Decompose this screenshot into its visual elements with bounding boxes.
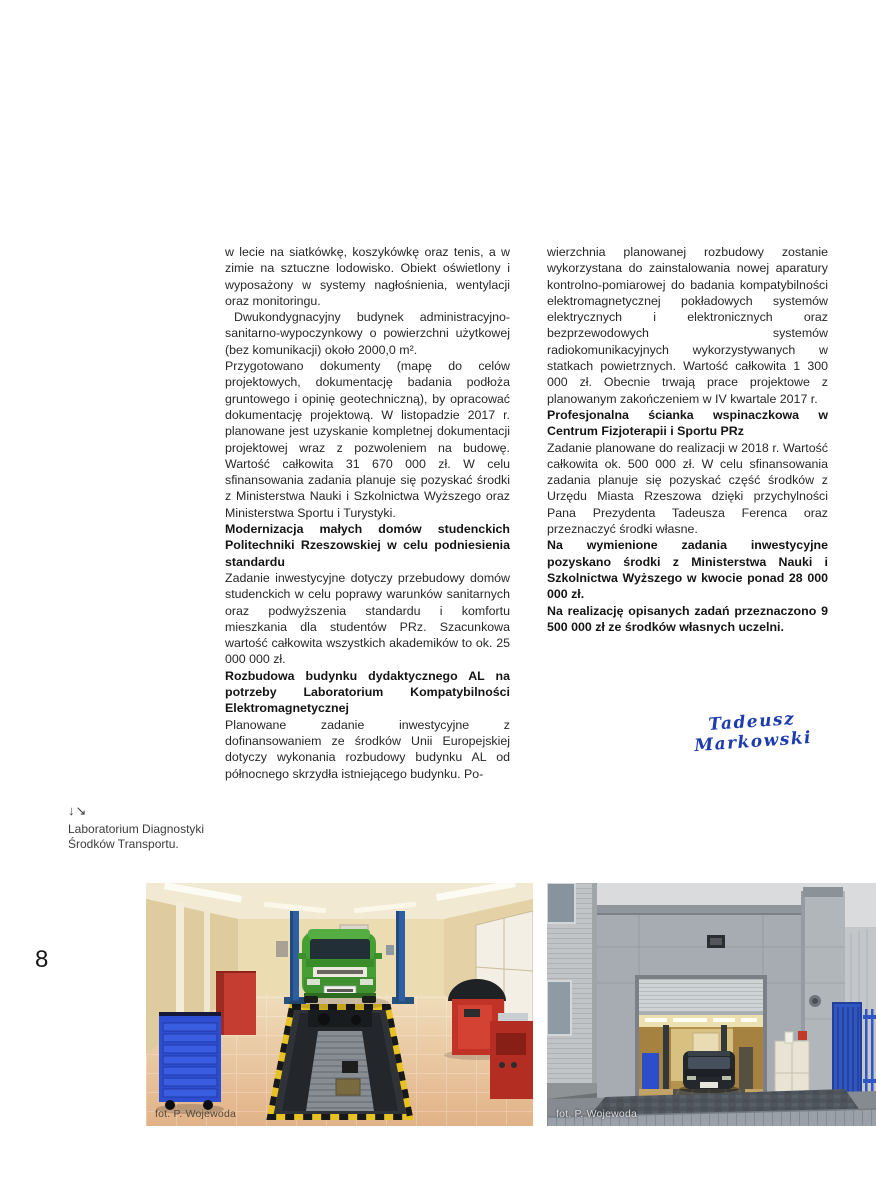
- signature-tadeusz-markowski: Tadeusz Markowski: [693, 709, 813, 757]
- paragraph-admin-building: Dwukondygnacyjny budynek administracyjno-sanitarno-wypoczynkowy o powierzchni użytkowej (bez komunikacji) około 2000,0 m².: [225, 310, 510, 357]
- paragraph-sports-facility: w lecie na siatkówkę, koszykówkę oraz tenis, a w zimie na sztuczne lodowisko. Obiekt oświetlony i wyposażony w systemy nagłośnienia, wentylacji oraz monitoringu.: [225, 245, 510, 308]
- garage-opening: [635, 975, 767, 1102]
- green-car: [289, 929, 389, 1010]
- paragraph-own-funds: Na realizację opisanych zadań przeznaczono 9 500 000 zł ze środków własnych uczelni.: [547, 603, 828, 634]
- caption-line-1: Laboratorium Diagnostyki: [68, 821, 205, 836]
- paragraph-emc-laboratory: wierzchnia planowanej rozbudowy zostanie wykorzystana do zainstalowania nowej aparatury kontrolno-pomiarowej do badania kompatybilności elektromagnetycznej pokładowych systemów elektrycznych i elektronicznych oraz bezprzewodowych systemów radiokomunikacyjnych wykorzystywanych w statkach powietrznych. Wartość całkowita 1 300 000 zł. Obecnie trwają prace projektowe z planowanym zakończeniem w IV kwartale 2017 r.: [547, 245, 828, 406]
- window: [547, 981, 571, 1035]
- paragraph-dorm-modernization: Zadanie inwestycyjne dotyczy przebudowy domów studenckich w celu poprawy warunków sanitarnych oraz podwyższenia standardu i komfortu mieszkania dla studentów PRz. Szacunkowa wartość całkowita wszystkich akademików to ok. 25 000 000 zł.: [225, 570, 510, 667]
- red-tool-cabinet: [216, 971, 256, 1035]
- section-heading-climbing-wall: Profesjonalna ścianka wspinaczkowa w Centrum Fizjoterapii i Sportu PRz: [547, 407, 828, 439]
- section-heading-al-building: Rozbudowa budynku dydaktycznego AL na potrzeby Laboratorium Kompatybilności Elektromagnetycznej: [225, 668, 510, 716]
- window: [547, 883, 575, 923]
- left-building: [547, 883, 597, 1126]
- left-column: [225, 244, 510, 782]
- down-arrow-icon: ↓: [68, 803, 76, 818]
- section-heading-dorm-modernization: Modernizacja małych domów studenckich Politechniki Rzeszowskiej w celu podniesienia standardu: [225, 522, 510, 569]
- page-number: 8: [35, 946, 49, 973]
- down-right-arrow-icon: ↘: [75, 803, 88, 818]
- blue-tool-cabinet: [156, 1012, 224, 1114]
- caption-line-2: Środków Transportu.: [68, 837, 179, 851]
- building-exterior-illustration: [547, 883, 876, 1126]
- photo-laboratory-interior: [146, 883, 533, 1126]
- inspection-pit: [270, 1007, 410, 1117]
- photo-credit: fot. P. Wojewoda: [155, 1108, 237, 1120]
- dark-car: [679, 1051, 739, 1093]
- caption-arrows: [68, 803, 204, 819]
- photo-credit: fot. P. Wojewoda: [556, 1108, 638, 1120]
- photo-building-exterior: [547, 883, 876, 1126]
- laboratory-interior-illustration: [146, 883, 533, 1126]
- paragraph-al-building: Planowane zadanie inwestycyjne z dofinansowaniem ze środków Unii Europejskiej dotyczy wykonania rozbudowy budynku AL od północnego skrzydła istniejącego budynku. Po-: [225, 717, 510, 781]
- interior-blue-cabinet: [642, 1053, 659, 1093]
- paragraph-documentation: Przygotowano dokumenty (mapę do celów projektowych, dokumentację badania podłoża gruntowego i opinię geotechniczną), by opracować dokumentację projektową. W listopadzie 2017 r. planowane jest uzyskanie kompletnej dokumentacji projektowej wraz z pozwoleniem na budowę. Wartość całkowita 31 670 000 zł. W celu sfinansowania zadania planuje się pozyskać środki z Ministerstwa Nauki i Szkolnictwa Wyższego oraz Ministerstwa Sportu i Turystyki.: [225, 359, 510, 520]
- right-column: [547, 244, 828, 635]
- paragraph-climbing-wall: Zadanie planowane do realizacji w 2018 r. Wartość całkowita ok. 500 000 zł. W celu sfinansowania zadania planuje się pozyskać część środków z Urzędu Miasta Rzeszowa dzięki przychylności Pana Prezydenta Tadeusza Ferenca oraz przeznaczyć środki własne.: [547, 440, 828, 537]
- paragraph-ministry-funds: Na wymienione zadania inwestycyjne pozyskano środki z Ministerstwa Nauki i Szkolnictwa Wyższego w kwocie ponad 28 000 000 zł.: [547, 538, 828, 602]
- photo-caption: [68, 803, 204, 853]
